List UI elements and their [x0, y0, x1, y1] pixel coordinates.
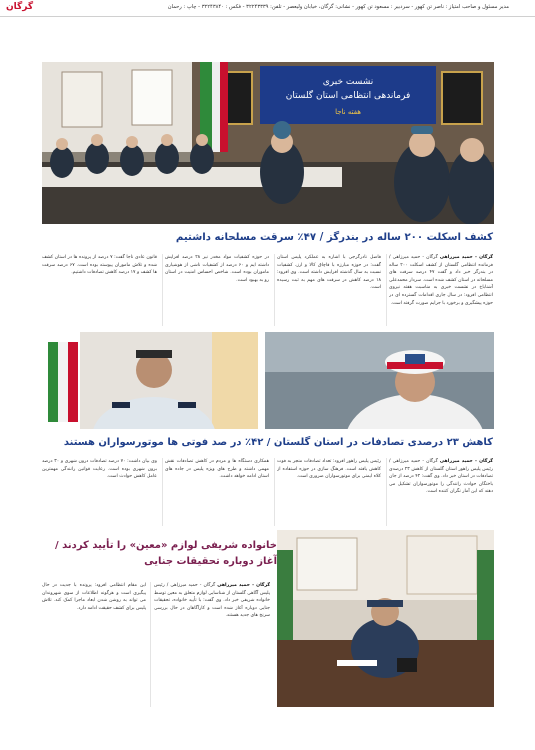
officer-photo-right	[265, 332, 494, 429]
article2-col3: همکاری دستگاه ها و مردم در کاهش تصادفات نقش مهمی داشته و طرح های ویژه پلیس در جاده های استان ادامه خواهد داشت.	[165, 459, 269, 480]
office-illustration	[277, 530, 494, 707]
banner-line2: فرماندهی انتظامی استان گلستان	[285, 91, 411, 101]
office-photo	[277, 530, 494, 707]
masthead-bar	[0, 0, 535, 17]
article1-col4: قانون عادی ناجا گفت: ۷ درصد از پرونده ها در استان کشف شده و تلاش ماموران پیوسته بوده است. ۶۷ درصد سرقت ها کشف و ۱۷ درصد کاهش تصادفات داشتیم.	[42, 255, 157, 276]
banner-line3: هفته ناجا	[335, 108, 361, 116]
article3-col1-text: گرگان - حمید میرزاهی / رئیس پلیس آگاهی گلستان از شناسایی لوازم متعلق به معین توسط خانواده شریفی خبر داد. وی گفت: با تأیید خانواده، تحقیقات جنایی دوباره آغاز شده است و کارآگاهان در حال بررسی سرنخ های جدید هستند.	[154, 583, 270, 619]
article2-col4: وی بیان داشت: ۷۰ درصد تصادفات درون شهری و ۳۰ درصد برون شهری بوده است. رعایت قوانین رانندگی مهمترین عامل کاهش حوادث است.	[42, 459, 157, 480]
press-conference-illustration	[42, 62, 494, 224]
article2-col1-text: گرگان - حمید میرزاهی / رئیس پلیس راهور استان گلستان از کاهش ۲۳ درصدی تصادفات در استان خبر داد. وی گفت: ۴۲ درصد از جان باختگان حوادث رانندگی را موتورسواران تشکیل می دهند که این آمار نگران کننده است.	[389, 459, 493, 495]
banner-line1: نشست خبری	[322, 77, 374, 87]
officer-right-illustration	[265, 332, 494, 429]
article2-col2: رئیس پلیس راهور افزود: تعداد تصادفات منجر به فوت کاهش یافته است. فرهنگ سازی در حوزه استفاده از کلاه ایمنی برای موتورسواران ضروری است.	[277, 459, 381, 480]
masthead-info: مدیر مسئول و صاحب امتیاز : ناصر تن کهور - سردبیر : مسعود تن کهور - نشانی: گرگان، خیابان ولیعصر - تلفن: ۳۲۲۴۳۳۳۹ - فکس : ۳۲۲۴۳۸۴۰ - چاپ : رحمان	[167, 4, 509, 10]
article3-headline: خانواده شریفی لوازم «معین» را تأیید کردند / آغاز دوباره تحقیقات جنایی	[55, 540, 277, 567]
article1-col3: در حوزه کشفیات مواد مخدر نیز ۲۸ درصد افزایش داشته ایم و ۶۰ درصد از کشفیات ناشی از هوشیاری ماموران بوده است. شاخص احساس امنیت در استان رو به بهبود است.	[165, 255, 269, 283]
officer-photo-left	[42, 332, 258, 429]
article3-byline: گرگان - حمید میرزاهی	[217, 583, 270, 588]
article1-byline: گرگان - حمید میرزاهی	[439, 255, 493, 260]
newspaper-logo: گرگان	[6, 2, 34, 12]
article1-col1-text: گرگان - حمید میرزاهی / فرمانده انتظامی گلستان از کشف اسکلت ۲۰۰ ساله در بندرگز خبر داد و گفت ۴۷ درصد سرقت های مسلحانه در استان کشف شده است. سردار محمدعلی آشناباخ در نشست خبری به مناسبت هفته نیروی انتظامی افزود: در سال جاری اقدامات گسترده ای در حوزه پیشگیری و برخورد با جرایم صورت گرفته است.	[389, 255, 493, 306]
article2-col1	[389, 458, 493, 526]
article1-col2: فاضل نادرگرجی با اشاره به عملکرد پلیس استان گفت: در حوزه مبارزه با قاچاق کالا و ارز، کشفیات نسبت به سال گذشته افزایش داشته است. وی افزود: ۱۸ درصد کاهش در سرقت های مهم به ثبت رسیده است.	[277, 255, 381, 291]
officer-left-illustration	[42, 332, 258, 429]
article1-col1	[389, 254, 493, 326]
article3-col2: این مقام انتظامی افزود: پرونده با جدیت در حال پیگیری است و هرگونه اطلاعات از سوی شهروندان می تواند به روشن شدن ابعاد ماجرا کمک کند. تلاش پلیس برای کشف حقیقت ادامه دارد.	[42, 583, 146, 611]
article2-byline: گرگان - حمید میرزاهی	[439, 459, 493, 464]
article3-col1	[154, 582, 270, 707]
article2-headline: کاهش ۲۳ درصدی تصادفات در استان گلستان / ۴۲٪ در صد فوتی ها موتورسواران هستند	[63, 437, 493, 448]
press-conference-photo	[42, 62, 494, 224]
article1-headline: کشف اسکلت ۲۰۰ ساله در بندرگز / ۴۷٪ سرقت مسلحانه داشتیم	[175, 232, 493, 243]
